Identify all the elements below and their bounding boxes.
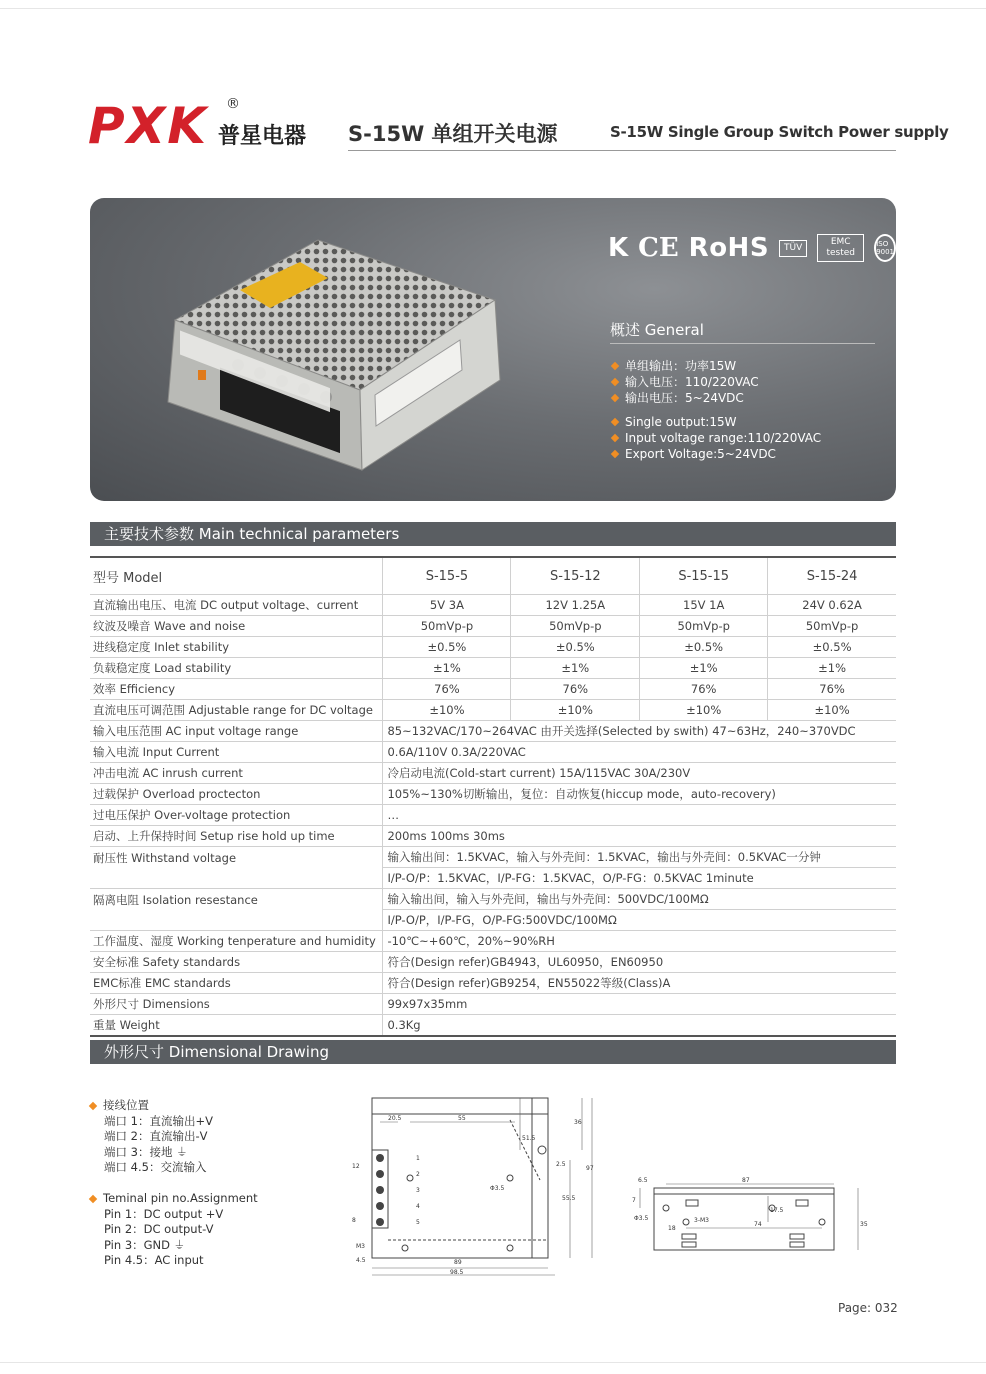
row-label: 安全标准 Safety standards [90,952,383,973]
row-value: 5V 3A [383,595,511,616]
table-row [90,595,896,616]
bullet-item: Input voltage range:110/220VAC [612,430,821,446]
row-label: 负载稳定度 Load stability [90,658,383,679]
bottom-divider [0,1362,986,1363]
dim-55-5: 55.5 [562,1195,576,1202]
diamond-bullet-icon [611,394,619,402]
general-underline [610,343,875,344]
row-label: 效率 Efficiency [90,679,383,700]
ce-mark-icon: CE [638,233,679,263]
row-label: 启动、上升保持时间 Setup rise hold up time [90,826,383,847]
diamond-bullet-icon [611,450,619,458]
model-name: S-15-24 [768,557,896,595]
dim-74: 74 [754,1221,762,1228]
row-value: 24V 0.62A [768,595,896,616]
row-value: 50mVp-p [511,616,640,637]
diamond-bullet-icon [89,1102,97,1110]
row-value: 200ms 100ms 30ms [383,826,896,847]
emc-mark-icon: EMC tested [817,234,864,262]
general-bullets [612,358,821,462]
table-row [90,721,896,742]
section-bar-drawing: 外形尺寸 Dimensional Drawing [90,1040,896,1064]
table-row [90,616,896,637]
row-value: ±0.5% [768,637,896,658]
row-label: 直流输出电压、电流 DC output voltage、current [90,595,383,616]
table-row [90,889,896,910]
diamond-bullet-icon [611,362,619,370]
row-label: 过电压保护 Over-voltage protection [90,805,383,826]
dim-phi-3-5: Φ3.5 [634,1215,649,1222]
hero-banner [90,198,896,501]
pin-number: 2 [416,1171,420,1178]
row-value: 76% [511,679,640,700]
row-label: 外形尺寸 Dimensions [90,994,383,1015]
diamond-bullet-icon [611,378,619,386]
dim-87: 87 [742,1177,750,1184]
dim-89: 89 [454,1259,462,1266]
top-divider [0,8,986,9]
pin-item: Pin 1：DC output +V [104,1206,224,1221]
table-header-row [90,557,896,595]
dim-35: 35 [860,1221,868,1228]
row-value: ±1% [383,658,511,679]
page-number: Page: 032 [838,1301,898,1315]
row-value: ±1% [511,658,640,679]
pin-item: Pin 2：DC output-V [104,1222,214,1236]
dim-12: 12 [352,1163,360,1170]
dim-17-5: 17.5 [770,1207,784,1214]
row-value: ±0.5% [640,637,768,658]
bullet-item: Export Voltage:5~24VDC [612,446,821,462]
row-value: ±10% [511,700,640,721]
table-row [90,1015,896,1037]
power-supply-product-image [150,220,530,480]
row-value: 输入输出间：1.5KVAC，输入与外壳间：1.5KVAC，输出与外壳间：0.5KVAC一分钟 [383,847,896,868]
row-label: 纹波及噪音 Wave and noise [90,616,383,637]
model-label: 型号 Model [90,557,383,595]
dim-8: 8 [352,1217,356,1224]
registered-mark: ® [226,96,240,112]
row-value: 50mVp-p [640,616,768,637]
table-row [90,805,896,826]
brand-logo [88,96,318,156]
dim-4-5: 4.5 [356,1257,366,1264]
row-value: 符合(Design refer)GB4943，UL60950，EN60950 [383,952,896,973]
row-value: 15V 1A [640,595,768,616]
row-label: EMC标准 EMC standards [90,973,383,994]
general-title: 概述 General [610,321,704,339]
side-dimension-drawing [630,1172,870,1258]
pin-item: 端口 3：接地 ⏚ [104,1144,188,1159]
table-row [90,700,896,721]
pin-title-en: Teminal pin no.Assignment [103,1191,258,1205]
bullet-item: Single output:15W [612,414,821,430]
kc-mark-icon: K [608,233,629,263]
dim-97: 97 [586,1165,594,1172]
row-value: 105%~130%切断输出，复位：自动恢复(hiccup mode，auto-recovery) [383,784,896,805]
dim-18: 18 [668,1225,676,1232]
dim-51-5: 51.5 [522,1135,536,1142]
table-row [90,637,896,658]
tuv-mark-icon: TÜV [779,240,807,257]
row-value: 输入输出间，输入与外壳间，输出与外壳间：500VDC/100MΩ [383,889,896,910]
table-row [90,658,896,679]
pin-number: 3 [416,1187,420,1194]
row-value: 76% [640,679,768,700]
row-value: I/P-O/P，I/P-FG，O/P-FG:500VDC/100MΩ [383,910,896,931]
row-value: 76% [768,679,896,700]
row-value: ±10% [768,700,896,721]
table-row [90,994,896,1015]
dim-2-5: 2.5 [556,1161,566,1168]
row-label: 输入电压范围 AC input voltage range [90,721,383,742]
front-dimension-drawing [350,1090,610,1280]
dim-6-5: 6.5 [638,1177,648,1184]
bullet-item: 单组输出：功率15W [612,358,821,374]
pin-item: Pin 4.5：AC input [104,1253,204,1267]
logo-text: PXK [88,97,208,155]
dim-20-5: 20.5 [388,1115,402,1122]
bullet-item: 输出电压：5~24VDC [612,390,821,406]
dim-phi-3-5: Φ3.5 [490,1185,505,1192]
row-value: I/P-O/P：1.5KVAC，I/P-FG：1.5KVAC，O/P-FG：0.5KVAC 1minute [383,868,896,889]
row-value: … [383,805,896,826]
spec-table [90,556,896,1037]
bullet-item: 输入电压：110/220VAC [612,374,821,390]
row-value: 冷启动电流(Cold-start current) 15A/115VAC 30A/230V [383,763,896,784]
row-label: 输入电流 Input Current [90,742,383,763]
row-value: 50mVp-p [383,616,511,637]
row-value: 0.6A/110V 0.3A/220VAC [383,742,896,763]
pin-number: 4 [416,1203,420,1210]
row-label: 耐压性 Withstand voltage [90,847,383,889]
row-label: 过载保护 Overload proctecton [90,784,383,805]
row-value: 76% [383,679,511,700]
model-name: S-15-12 [511,557,640,595]
row-value: 符合(Design refer)GB9254，EN55022等级(Class)A [383,973,896,994]
dim-m3: M3 [356,1243,365,1250]
table-row [90,784,896,805]
pin-item: 端口 2：直流输出-V [104,1129,208,1143]
pin-assignment-en [90,1191,258,1269]
table-row [90,847,896,868]
table-row [90,931,896,952]
dim-7: 7 [632,1197,636,1204]
dim-3-m3: 3-M3 [694,1217,709,1224]
dim-98-5: 98.5 [450,1269,464,1276]
row-value: 0.3Kg [383,1015,896,1037]
row-value: 50mVp-p [768,616,896,637]
section-bar-params: 主要技术参数 Main technical parameters [90,522,896,546]
row-label: 工作温度、湿度 Working tenperature and humidity [90,931,383,952]
dim-55: 55 [458,1115,466,1122]
row-label: 直流电压可调范围 Adjustable range for DC voltage [90,700,383,721]
row-label: 冲击电流 AC inrush current [90,763,383,784]
pin-number: 5 [416,1219,420,1226]
diamond-bullet-icon [611,418,619,426]
pin-number: 1 [416,1155,420,1162]
table-row [90,973,896,994]
title-underline [348,150,896,151]
rohs-mark: RoHS [688,233,770,263]
row-value: ±0.5% [383,637,511,658]
pin-title-cn: 接线位置 [103,1098,149,1112]
page-title-en: S-15W Single Group Switch Power supply [610,123,949,141]
row-value: ±10% [383,700,511,721]
pin-item: 端口 4.5：交流输入 [104,1160,207,1174]
row-value: 12V 1.25A [511,595,640,616]
row-label: 重量 Weight [90,1015,383,1037]
diamond-bullet-icon [89,1195,97,1203]
table-row [90,826,896,847]
dim-36: 36 [574,1119,582,1126]
row-label: 进线稳定度 Inlet stability [90,637,383,658]
model-name: S-15-15 [640,557,768,595]
table-row [90,742,896,763]
row-value: 85~132VAC/170~264VAC 由开关选择(Selected by swith) 47~63Hz，240~370VDC [383,721,896,742]
pin-assignment-cn [90,1098,213,1176]
table-row [90,679,896,700]
table-row [90,763,896,784]
pin-item: Pin 3：GND ⏚ [104,1237,186,1252]
pin-item: 端口 1：直流输出+V [104,1113,213,1128]
brand-cn-name: 普星电器 [218,124,307,149]
iso-mark-icon: ISO 9001 [874,234,896,262]
row-value: 99x97x35mm [383,994,896,1015]
row-value: ±1% [768,658,896,679]
page-title-cn: S-15W 单组开关电源 [348,122,558,146]
model-name: S-15-5 [383,557,511,595]
row-label: 隔离电阻 Isolation resestance [90,889,383,931]
row-value: ±10% [640,700,768,721]
row-value: -10℃~+60℃，20%~90%RH [383,931,896,952]
diamond-bullet-icon [611,434,619,442]
row-value: ±1% [640,658,768,679]
row-value: ±0.5% [511,637,640,658]
table-row [90,952,896,973]
certification-marks [608,232,896,264]
